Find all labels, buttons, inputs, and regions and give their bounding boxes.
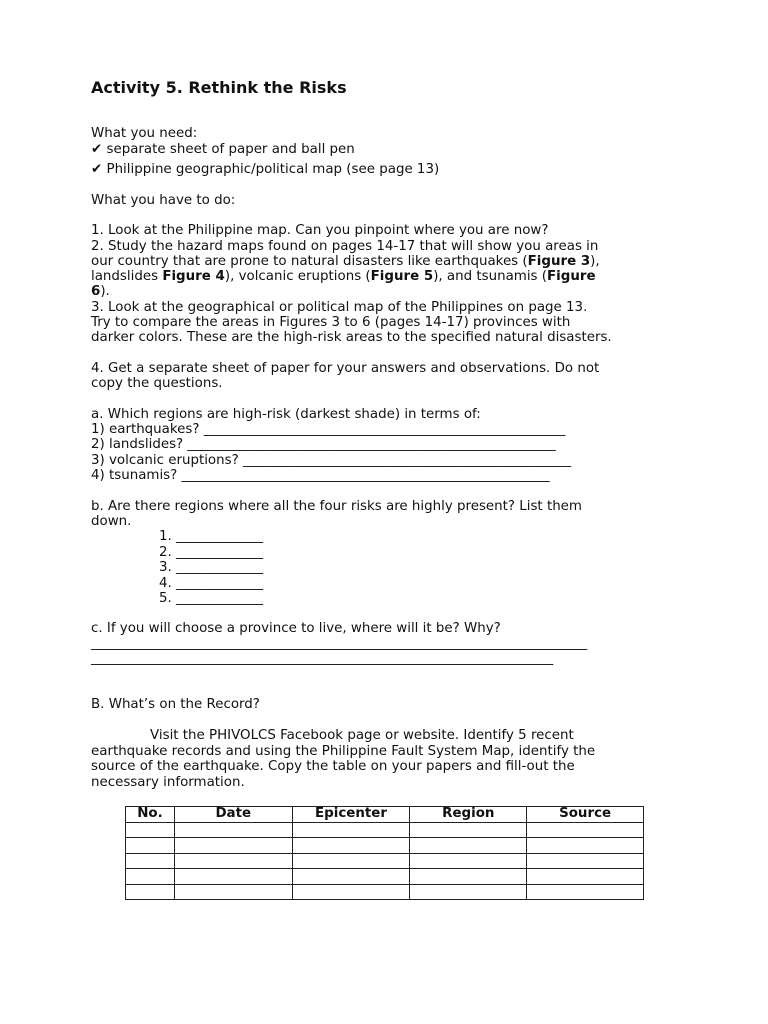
figure-ref: Figure 4 <box>162 269 225 284</box>
check-icon: ✔ <box>91 162 103 177</box>
table-cell <box>174 822 292 838</box>
figure-ref: 6 <box>91 284 101 299</box>
table-cell <box>527 853 644 869</box>
figure-ref: Figure 3 <box>527 254 591 269</box>
answer-line: _________________________________________________________________________ <box>91 635 588 651</box>
table-cell <box>126 869 175 885</box>
step-2-line: our country that are prone to natural disasters like earthquakes (Figure 3), <box>91 254 600 269</box>
header-region: Region <box>410 807 527 823</box>
table-cell <box>527 822 644 838</box>
list-item: 3. _____________ <box>159 560 264 575</box>
table-cell <box>126 822 175 838</box>
step-3-line: Try to compare the areas in Figures 3 to 6 (pages 14-17) provinces with <box>91 315 571 330</box>
what-you-need-heading: What you need: <box>91 126 198 141</box>
table-cell <box>527 884 644 900</box>
table-row <box>126 822 644 838</box>
table-row <box>126 838 644 854</box>
section-b-heading: B. What’s on the Record? <box>91 697 260 712</box>
answer-line-earthquakes: 1) earthquakes? ______________________________________________________ <box>91 422 566 437</box>
step-2-line: 2. Study the hazard maps found on pages 14-17 that will show you areas in <box>91 239 599 254</box>
check-icon: ✔ <box>91 142 103 157</box>
need-item: ✔ separate sheet of paper and ball pen <box>91 142 355 157</box>
answer-line-landslides: 2) landslides? _______________________________________________________ <box>91 437 556 452</box>
table-cell <box>292 822 410 838</box>
header-date: Date <box>174 807 292 823</box>
section-b-paragraph: necessary information. <box>91 775 245 790</box>
step-2-line: 6). <box>91 284 110 299</box>
need-item: ✔ Philippine geographic/political map (see page 13) <box>91 162 440 177</box>
table-cell <box>292 869 410 885</box>
table-cell <box>126 884 175 900</box>
list-item: 2. _____________ <box>159 545 264 560</box>
table-cell <box>410 838 527 854</box>
table-cell <box>410 869 527 885</box>
table-cell <box>410 884 527 900</box>
table-cell <box>174 838 292 854</box>
section-b-paragraph: earthquake records and using the Philippine Fault System Map, identify the <box>91 744 596 759</box>
question-b: down. <box>91 514 132 529</box>
earthquake-records-table <box>125 806 644 900</box>
header-source: Source <box>527 807 644 823</box>
section-b-paragraph: Visit the PHIVOLCS Facebook page or website. Identify 5 recent <box>150 728 574 743</box>
step-3-line: darker colors. These are the high-risk areas to the specified natural disasters. <box>91 330 612 345</box>
table-row <box>126 884 644 900</box>
question-b: b. Are there regions where all the four risks are highly present? List them <box>91 499 582 514</box>
question-a: a. Which regions are high-risk (darkest shade) in terms of: <box>91 407 481 422</box>
answer-line-volcanic: 3) volcanic eruptions? _________________________________________________ <box>91 453 572 468</box>
table-cell <box>292 853 410 869</box>
section-b-paragraph: source of the earthquake. Copy the table on your papers and fill-out the <box>91 759 575 774</box>
what-to-do-heading: What you have to do: <box>91 193 236 208</box>
question-c: c. If you will choose a province to live, where will it be? Why? <box>91 621 501 636</box>
step-3-line: 3. Look at the geographical or political map of the Philippines on page 13. <box>91 300 588 315</box>
step-1: 1. Look at the Philippine map. Can you pinpoint where you are now? <box>91 223 549 238</box>
answer-line: ____________________________________________________________________ <box>91 650 554 666</box>
table-cell <box>292 838 410 854</box>
list-item: 5. _____________ <box>159 591 264 606</box>
table-cell <box>174 869 292 885</box>
table-cell <box>174 853 292 869</box>
table-row <box>126 853 644 869</box>
list-item: 1. _____________ <box>159 529 264 544</box>
figure-ref: Figure <box>547 269 596 284</box>
figure-ref: Figure 5 <box>370 269 434 284</box>
step-4-line: copy the questions. <box>91 376 223 391</box>
table-cell <box>527 838 644 854</box>
table-cell <box>527 869 644 885</box>
header-epicenter: Epicenter <box>292 807 410 823</box>
table-cell <box>410 853 527 869</box>
list-item: 4. _____________ <box>159 576 264 591</box>
table-cell <box>126 838 175 854</box>
answer-line-tsunamis: 4) tsunamis? _______________________________________________________ <box>91 468 550 483</box>
header-no: No. <box>126 807 175 823</box>
table-row <box>126 869 644 885</box>
table-header-row <box>126 807 644 823</box>
step-2-line: landslides Figure 4), volcanic eruptions (Figure 5), and tsunamis (Figure <box>91 269 596 284</box>
page-title: Activity 5. Rethink the Risks <box>91 78 347 97</box>
table-cell <box>174 884 292 900</box>
table-cell <box>126 853 175 869</box>
table-cell <box>292 884 410 900</box>
table-cell <box>410 822 527 838</box>
step-4-line: 4. Get a separate sheet of paper for your answers and observations. Do not <box>91 361 600 376</box>
